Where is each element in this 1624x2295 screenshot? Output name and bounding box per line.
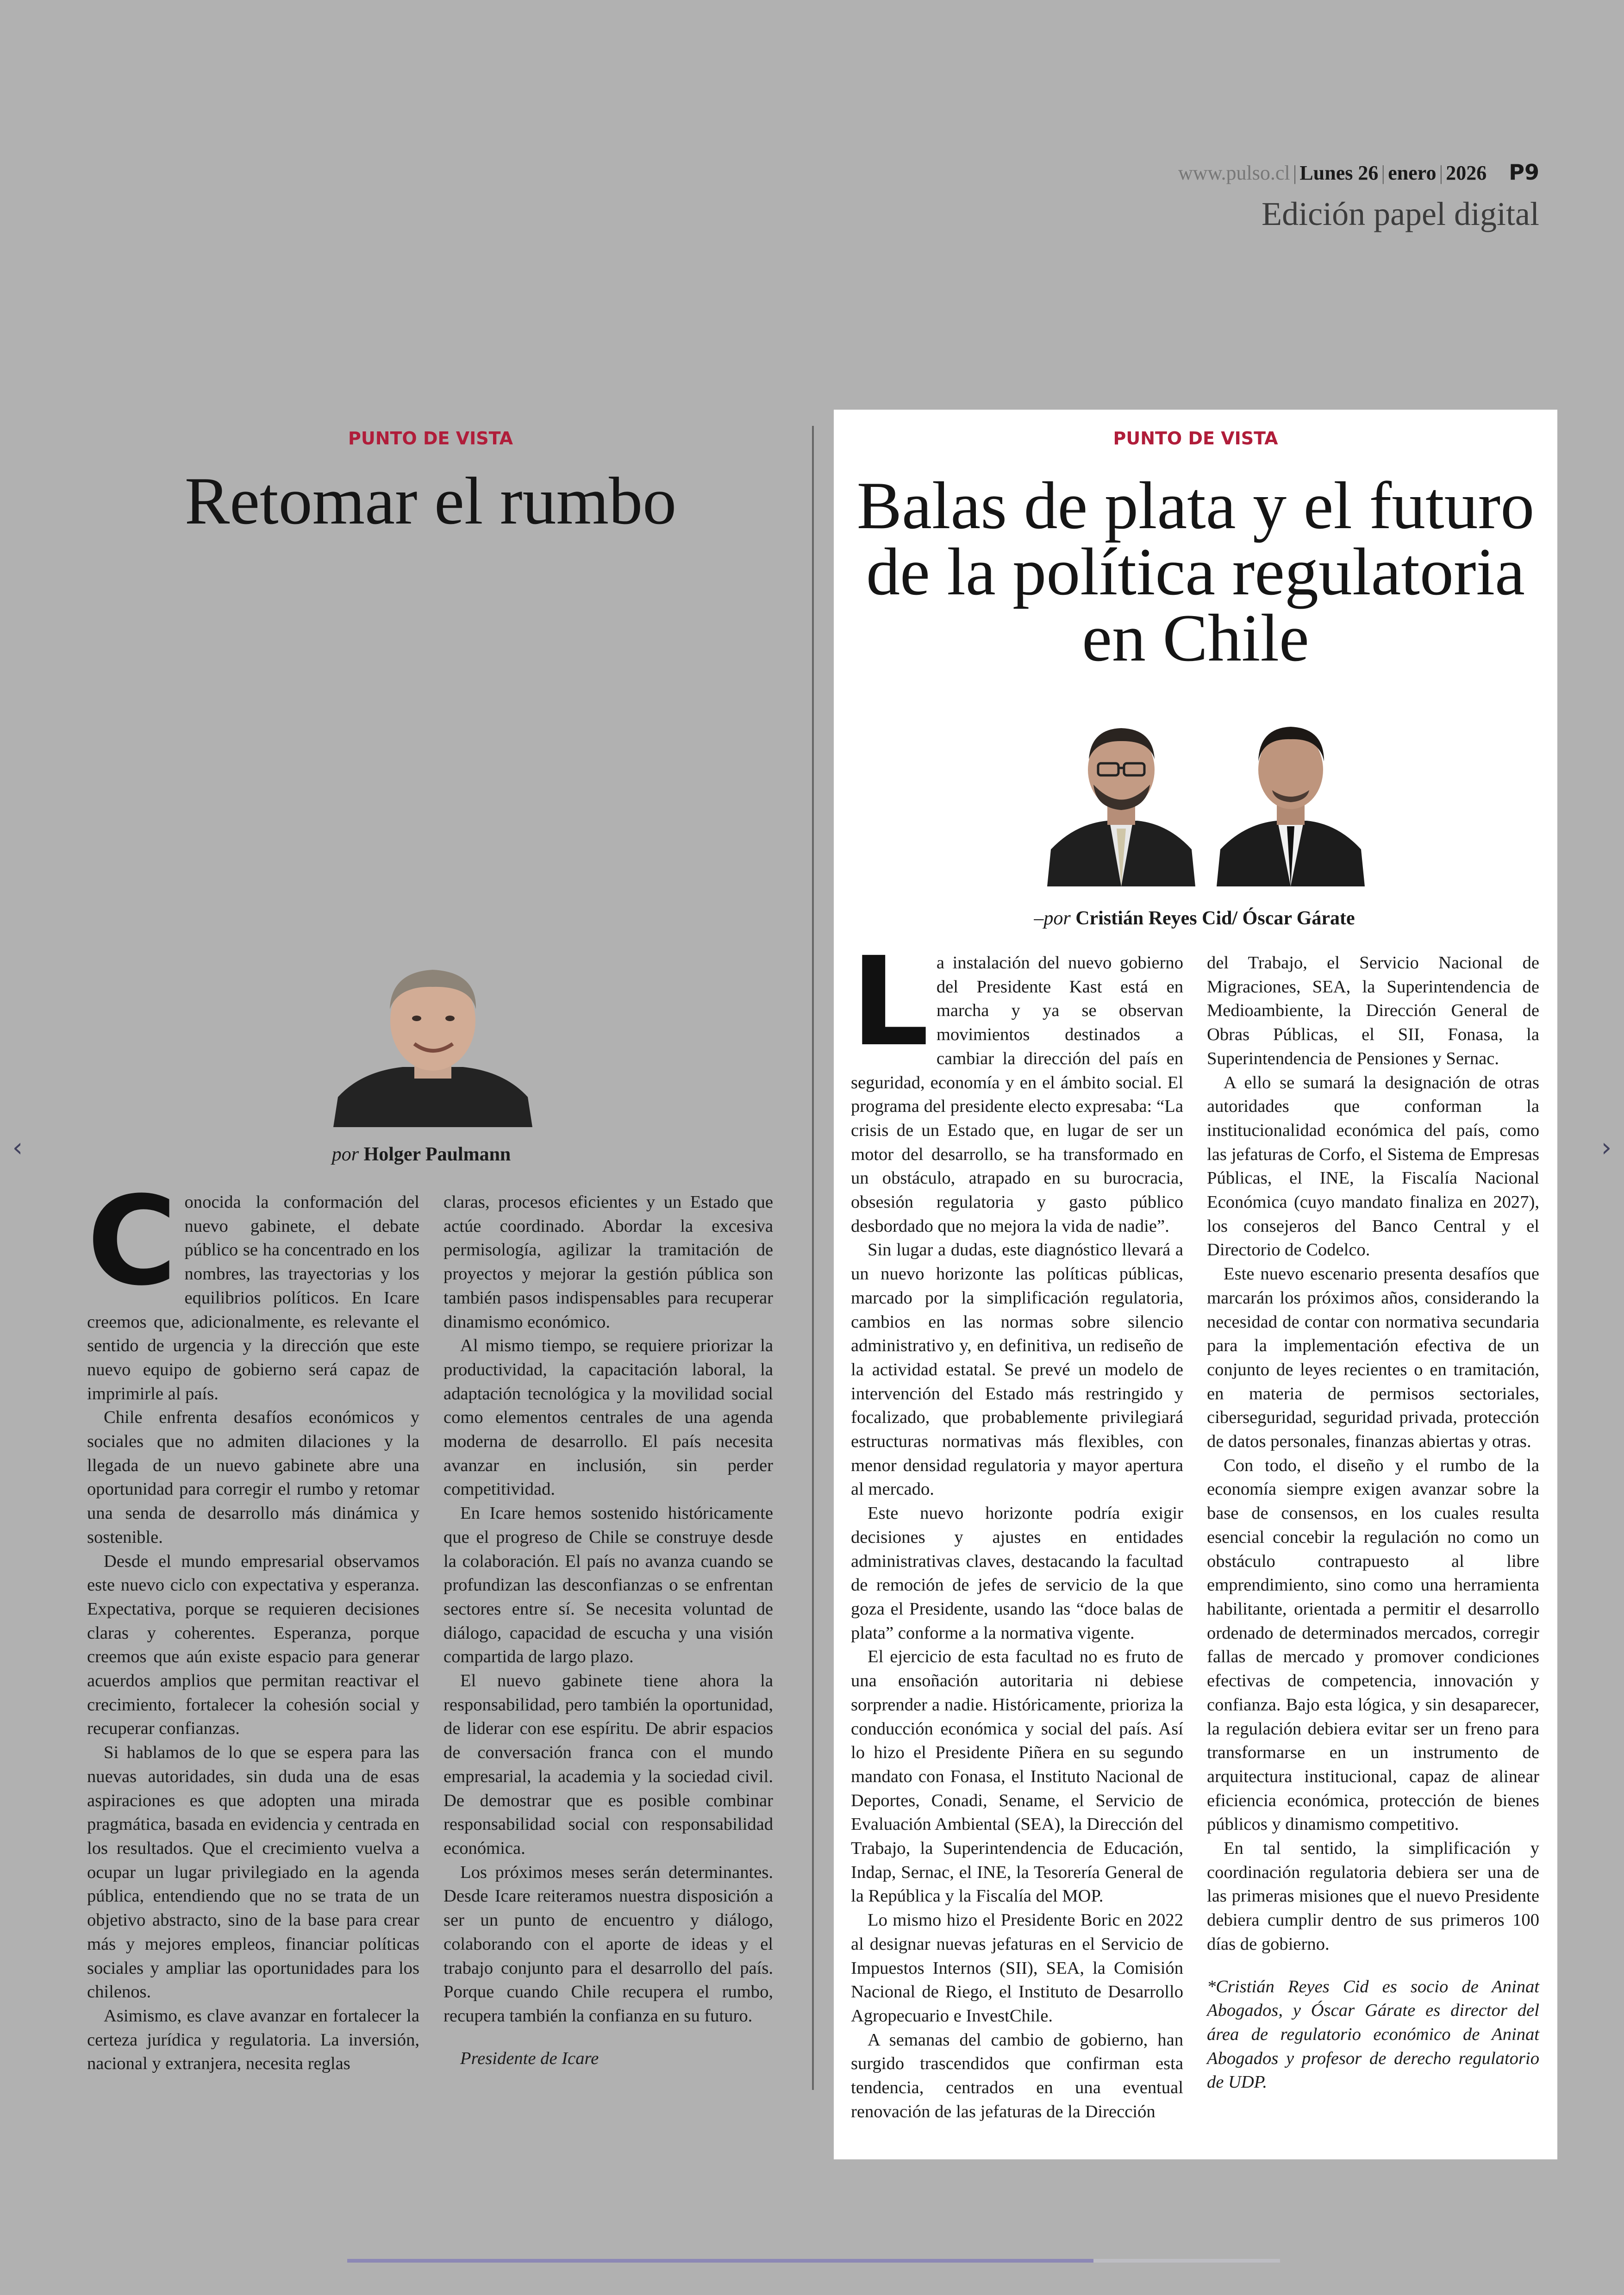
portrait-icon (1217, 715, 1365, 886)
author-photo-reyes (1047, 715, 1195, 886)
separator: | (1293, 162, 1297, 184)
left-headline: Retomar el rumbo (184, 463, 677, 538)
left-column-1 (87, 1170, 419, 2076)
paragraph: Con todo, el diseño y el rumbo de la economía siempre exigen avanzar sobre la base de consensos, en los cuales resulta esencial concebir la regulación no como un obstáculo contrapuesto al libre emprendimiento, sino como una herramienta habilitante, orientada a permitir el desarrollo ordenado de determinados mercados, corregir fallas de mercado y promover condiciones efectivas de competencia, innovación y confianza. Bajo esta lógica, y sin desaparecer, la regulación debiera evitar ser un freno para transformarse en un instrumento de arquitectura institucional, capaz de alinear eficiencia económica, protección de bienes públicos y dinamismo competitivo. (1207, 1455, 1539, 1834)
drop-cap: L (851, 931, 929, 1073)
paragraph: del Trabajo, el Servicio Nacional de Migraciones, SEA, la Superintendencia de Medioambiente, la Dirección General de Obras Públicas, el SII, Fonasa, la Superintendencia de Pensiones y Sernac. (1207, 953, 1539, 1068)
paragraph: La instalación del nuevo gobierno del Presidente Kast está en marcha y ya se observan movimientos destinados a cambiar la dirección del país en seguridad, economía y en el ámbito social. El programa del presidente electo expresaba: “La crisis de un Estado que, en lugar de ser un motor del desarrollo, se ha transformado en un obstáculo, atrapado en su burocracia, obsesión regulatoria y gasto público desbordado que no mejora la vida de nadie”. (851, 931, 1183, 1236)
paragraph: Este nuevo escenario presenta desafíos que marcarán los próximos años, considerando la necesidad de contar con normativa secundaria para la implementación efectiva de un conjunto de leyes recientes o en tramitación, en materia de permisos sectoriales, ciberseguridad, seguridad privada, protección de datos personales, finanzas abiertas y otras. (1207, 1264, 1539, 1452)
drop-cap: C (87, 1170, 177, 1313)
column-divider (812, 426, 814, 2090)
author-footnote: *Cristián Reyes Cid es socio de Aninat Abogados, y Óscar Gárate es director del área de regulatorio económico de Aninat Abogados y profesor de derecho regulatorio de UDP. (1207, 1977, 1539, 2092)
paragraph: Sin lugar a dudas, este diagnóstico llevará a un nuevo horizonte las políticas públicas, marcado por la simplificación regulatoria, cambios en las normas sobre silencio administrativo y, en definitiva, un rediseño de la actividad estatal. Se prevé un modelo de intervención del Estado más restringido y focalizado, que probablemente privilegiará estructuras normativas más flexibles, con menor densidad regulatoria y mayor apertura al mercado. (851, 1240, 1183, 1499)
byline-prefix: por (331, 1144, 359, 1165)
page-number: P9 (1509, 160, 1539, 185)
paragraph: En Icare hemos sostenido históricamente que el progreso de Chile se construye desde la colaboración. El país no avanza cuando se profundizan las desconfianzas o se enfrentan sectores entre sí. Se necesita voluntad de diálogo, capacidad de escucha y una visión compartida de largo plazo. (443, 1503, 773, 1667)
edition-label: Edición papel digital (1262, 195, 1539, 232)
paragraph: A semanas del cambio de gobierno, han surgido trascendidos que confirman esta tendencia, centrados en una eventual renovación de las jefaturas de la Dirección (851, 2030, 1183, 2121)
paragraph: En tal sentido, la simplificación y coordinación regulatoria debiera ser una de las primeras misiones que el nuevo Presidente debiera cumplir dentro de sus primeros 100 días de gobierno. (1207, 1839, 1539, 1954)
portrait-icon (1047, 715, 1195, 886)
paragraph: El ejercicio de esta facultad no es fruto de una ensoñación autoritaria ni debiese sorprender a nadie. Históricamente, prioriza la conducción económica y social del país. Así lo hizo el Presidente Piñera en su segundo mandato con Fonasa, el Instituto Nacional de Deportes, Conadi, Sename, el Servicio de Evaluación Ambiental (SEA), la Dirección del Trabajo, la Superintendencia de Educación, Indap, Sernac, el INE, la Tesorería General de la República y la Fiscalía del MOP. (851, 1647, 1183, 1906)
chevron-right-icon[interactable]: › (1601, 1133, 1612, 1163)
page-progress-bar[interactable] (347, 2259, 1280, 2263)
portrait-icon (333, 958, 532, 1127)
separator: | (1381, 162, 1386, 184)
left-column-2 (443, 1191, 773, 2070)
chevron-left-icon[interactable]: ‹ (12, 1133, 23, 1163)
paragraph: Al mismo tiempo, se requiere priorizar la productividad, la capacitación laboral, la adaptación tecnológica y la movilidad social como elementos centrales de una agenda moderna de desarrollo. El país necesita avanzar en inclusión, sin perder competitividad. (443, 1336, 773, 1499)
author-photo-garate (1217, 715, 1365, 886)
right-column-1 (851, 931, 1183, 2124)
masthead (984, 160, 1539, 233)
date-line (984, 160, 1539, 185)
paragraph: Chile enfrenta desafíos económicos y sociales que no admiten dilaciones y la llegada de un nuevo gabinete abre una oportunidad para corregir el rumbo y retomar una senda de desarrollo más dinámica y sostenible. (87, 1408, 419, 1547)
paragraph: Los próximos meses serán determinantes. Desde Icare reiteramos nuestra disposición a ser un punto de encuentro y diálogo, colaborando con el aporte de ideas y el trabajo conjunto para el desarrollo del país. Porque cuando Chile recupera el rumbo, recupera también la confianza en su futuro. (443, 1862, 773, 2026)
paragraph: A ello se sumará la designación de otras autoridades que conforman la institucionalidad económica del país, como las jefaturas de Corfo, el Sistema de Empresas Públicas, el INE, la Fiscalía Nacional Económica (cuyo mandato finaliza en 2027), los consejeros del Banco Central y el Directorio de Codelco. (1207, 1073, 1539, 1260)
author-name: Holger Paulmann (363, 1144, 511, 1165)
right-kicker: PUNTO DE VISTA (1113, 428, 1278, 449)
left-byline (278, 1143, 565, 1166)
right-headline: Balas de plata y el futuro de la política regulatoria en Chile (856, 468, 1535, 676)
right-column-2 (1207, 951, 1539, 2095)
paragraph: Lo mismo hizo el Presidente Boric en 2022 al designar nuevas jefaturas en el Servicio de Impuestos Internos (SII), SEA, la Comisión Nacional de Riego, el Instituto de Desarrollo Agropecuario e InvestChile. (851, 1910, 1183, 2026)
author-photo-paulmann (333, 958, 532, 1127)
author-signature: Presidente de Icare (460, 2048, 599, 2068)
date-month: enero (1388, 162, 1437, 184)
paragraph: Conocida la conformación del nuevo gabinete, el debate público se ha concentrado en los nombres, las trayectorias y los equilibrios políticos. En Icare creemos que, adicionalmente, es relevante el sentido de urgencia y la dirección que este nuevo equipo de gobierno será capaz de imprimirle al país. (87, 1170, 419, 1403)
paragraph: Si hablamos de lo que se espera para las nuevas autoridades, sin duda una de esas aspiraciones es que adopten una mirada pragmática, basada en evidencia y centrada en los resultados. Que el crecimiento vuelva a ocupar un lugar privilegiado en la agenda pública, entendiendo que no se trata de un objetivo abstracto, sino de la base para crear más y mejores empleos, financiar políticas sociales y ampliar las oportunidades para los chilenos. (87, 1743, 419, 2002)
page-progress-fill (347, 2259, 1093, 2263)
byline-prefix: –por (1034, 908, 1071, 929)
paragraph: Desde el mundo empresarial observamos este nuevo ciclo con expectativa y esperanza. Expectativa, porque se requieren decisiones claras y coherentes. Esperanza, porque creemos que aún existe espacio para generar acuerdos amplios que permitan reactivar el crecimiento, fortalecer la cohesión social y recuperar confianzas. (87, 1551, 419, 1739)
date-year: 2026 (1446, 162, 1487, 184)
date-day: Lunes 26 (1299, 162, 1379, 184)
separator: | (1439, 162, 1443, 184)
paragraph: El nuevo gabinete tiene ahora la responsabilidad, pero también la oportunidad, de liderar con ese espíritu. De abrir espacios de conversación franca con el mundo empresarial, la academia y la sociedad civil. De demostrar que es posible combinar responsabilidad social con responsabilidad económica. (443, 1671, 773, 1858)
paragraph: claras, procesos eficientes y un Estado que actúe coordinado. Abordar la excesiva permisología, agilizar la tramitación de proyectos y mejorar la gestión pública son también pasos indispensables para recuperar dinamismo económico. (443, 1192, 773, 1332)
paragraph: Asimismo, es clave avanzar en fortalecer la certeza jurídica y regulatoria. La inversión, nacional y extranjera, necesita reglas (87, 2006, 419, 2074)
paragraph: Este nuevo horizonte podría exigir decisiones y ajustes en entidades administrativas claves, destacando la facultad de remoción de jefes de servicio de la que goza el Presidente, usando las “doce balas de plata” conforme a la normativa vigente. (851, 1503, 1183, 1643)
author-names: Cristián Reyes Cid/ Óscar Gárate (1075, 908, 1355, 929)
left-kicker: PUNTO DE VISTA (348, 428, 513, 449)
right-byline (972, 907, 1417, 929)
site-url: www.pulso.cl (1178, 162, 1290, 184)
